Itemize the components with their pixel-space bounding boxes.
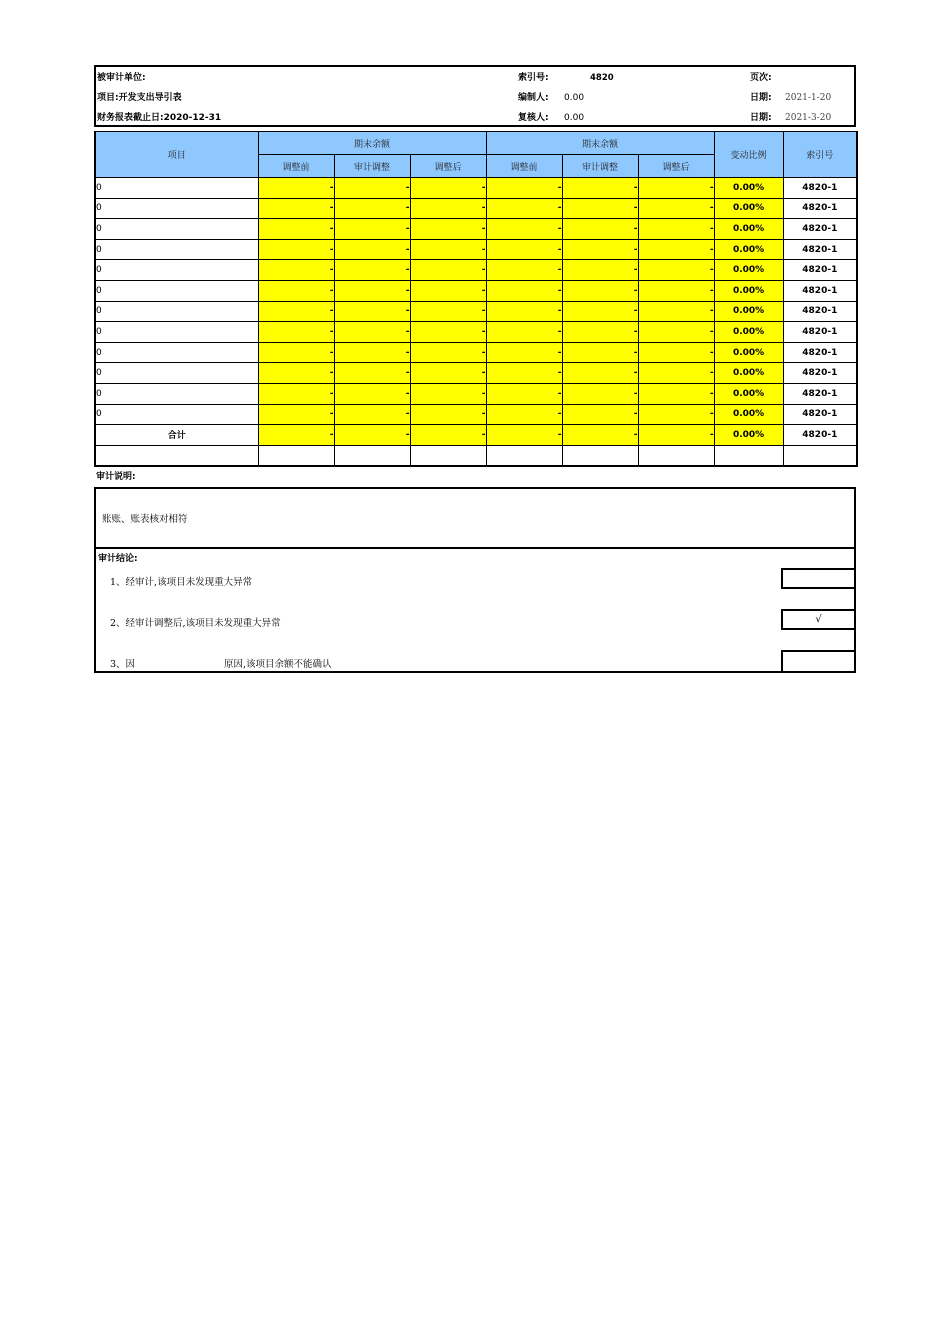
row-name: 0 (95, 363, 258, 384)
cell-after: - (638, 301, 714, 322)
cell-change: 0.00% (714, 363, 783, 384)
cell-index: 4820-1 (783, 404, 857, 425)
row-name: 0 (95, 198, 258, 219)
table-row (95, 219, 857, 240)
cell-audit: - (334, 363, 410, 384)
empty-cell (258, 445, 334, 466)
date2-value: 2021-3-20 (785, 113, 832, 123)
conclusion-checkbox-3[interactable] (781, 650, 856, 671)
total-before: - (486, 425, 562, 446)
balance-table (94, 131, 858, 467)
empty-cell (410, 445, 486, 466)
empty-cell (783, 445, 857, 466)
empty-cell (334, 445, 410, 466)
cell-audit: - (562, 363, 638, 384)
cell-after: - (410, 198, 486, 219)
conclusion-item-2: 2、经审计调整后,该项目未发现重大异常 (110, 617, 281, 629)
cell-change: 0.00% (714, 301, 783, 322)
cell-index: 4820-1 (783, 322, 857, 343)
cell-change: 0.00% (714, 322, 783, 343)
cell-index: 4820-1 (783, 280, 857, 301)
cell-before: - (258, 404, 334, 425)
col-change-header: 变动比例 (714, 132, 783, 178)
cell-before: - (486, 219, 562, 240)
cell-after: - (638, 404, 714, 425)
cell-after: - (410, 404, 486, 425)
cell-audit: - (562, 219, 638, 240)
empty-cell (486, 445, 562, 466)
cell-index: 4820-1 (783, 198, 857, 219)
cell-after: - (410, 363, 486, 384)
cell-change: 0.00% (714, 198, 783, 219)
cell-audit: - (334, 239, 410, 260)
table-row (95, 280, 857, 301)
cell-before: - (486, 198, 562, 219)
cell-change: 0.00% (714, 404, 783, 425)
empty-cell (562, 445, 638, 466)
cell-after: - (638, 280, 714, 301)
audit-note-box: 账账、账表核对相符 (94, 487, 856, 549)
cell-index: 4820-1 (783, 239, 857, 260)
cell-audit: - (562, 322, 638, 343)
cell-audit: - (334, 342, 410, 363)
cell-audit: - (334, 280, 410, 301)
cell-after: - (638, 260, 714, 281)
row-name: 0 (95, 342, 258, 363)
cell-change: 0.00% (714, 383, 783, 404)
date1-label: 日期: (750, 93, 772, 103)
row-name: 0 (95, 219, 258, 240)
cell-before: - (258, 178, 334, 199)
cell-index: 4820-1 (783, 342, 857, 363)
cell-audit: - (562, 239, 638, 260)
table-row (95, 363, 857, 384)
col-item-header: 项目 (95, 132, 258, 178)
cell-after: - (410, 342, 486, 363)
table-row (95, 342, 857, 363)
cell-after: - (410, 280, 486, 301)
empty-row (95, 445, 857, 466)
table-row (95, 301, 857, 322)
header-block (94, 65, 856, 127)
period-end: 财务报表截止日:2020-12-31 (97, 113, 222, 123)
preparer-value: 0.00 (564, 93, 585, 103)
cell-audit: - (562, 260, 638, 281)
cell-after: - (410, 322, 486, 343)
cell-audit: - (334, 404, 410, 425)
cell-after: - (410, 260, 486, 281)
cell-after: - (410, 239, 486, 260)
cell-change: 0.00% (714, 219, 783, 240)
cell-after: - (638, 383, 714, 404)
cell-before: - (486, 178, 562, 199)
conclusion-item-3-prefix: 3、因 (110, 658, 136, 670)
cell-before: - (258, 383, 334, 404)
cell-audit: - (334, 198, 410, 219)
row-name: 0 (95, 260, 258, 281)
row-name: 0 (95, 404, 258, 425)
cell-before: - (258, 280, 334, 301)
sub-audit-header: 审计调整 (334, 155, 410, 178)
cell-change: 0.00% (714, 280, 783, 301)
cell-audit: - (334, 260, 410, 281)
project-title: 项目:开发支出导引表 (97, 93, 182, 103)
cell-before: - (258, 260, 334, 281)
total-before: - (258, 425, 334, 446)
cell-before: - (258, 342, 334, 363)
conclusion-item-1: 1、经审计,该项目未发现重大异常 (110, 576, 253, 588)
sub-audit-header: 审计调整 (562, 155, 638, 178)
page-label: 页次: (750, 73, 772, 83)
reviewer-label: 复核人: (518, 113, 549, 123)
table-row (95, 322, 857, 343)
conclusion-checkbox-2[interactable]: √ (781, 609, 856, 630)
row-name: 0 (95, 239, 258, 260)
empty-cell (638, 445, 714, 466)
cell-after: - (410, 301, 486, 322)
conclusion-checkbox-1[interactable] (781, 568, 856, 589)
total-after: - (638, 425, 714, 446)
reviewer-value: 0.00 (564, 113, 585, 123)
cell-before: - (258, 322, 334, 343)
cell-after: - (410, 178, 486, 199)
index-label: 索引号: (518, 73, 549, 83)
table-body (95, 178, 857, 466)
cell-before: - (486, 322, 562, 343)
cell-audit: - (562, 383, 638, 404)
cell-before: - (486, 404, 562, 425)
header-line-1 (96, 68, 854, 88)
table-row (95, 260, 857, 281)
total-audit: - (562, 425, 638, 446)
sub-before-header: 调整前 (486, 155, 562, 178)
total-row (95, 425, 857, 446)
cell-audit: - (562, 178, 638, 199)
cell-before: - (258, 198, 334, 219)
table-row (95, 198, 857, 219)
table-row (95, 404, 857, 425)
row-name: 0 (95, 280, 258, 301)
cell-audit: - (562, 280, 638, 301)
row-name: 0 (95, 383, 258, 404)
cell-index: 4820-1 (783, 383, 857, 404)
cell-change: 0.00% (714, 260, 783, 281)
cell-change: 0.00% (714, 178, 783, 199)
row-name: 0 (95, 178, 258, 199)
group2-header: 期末余额 (486, 132, 714, 155)
total-change: 0.00% (714, 425, 783, 446)
row-name: 0 (95, 301, 258, 322)
cell-after: - (410, 383, 486, 404)
audit-note-title: 审计说明: (96, 471, 136, 482)
conclusion-title: 审计结论: (98, 553, 138, 564)
cell-after: - (638, 239, 714, 260)
cell-index: 4820-1 (783, 219, 857, 240)
conclusion-item-3-suffix: 原因,该项目余额不能确认 (224, 658, 332, 670)
cell-audit: - (334, 301, 410, 322)
empty-cell (714, 445, 783, 466)
cell-after: - (410, 219, 486, 240)
date1-value: 2021-1-20 (785, 93, 832, 103)
cell-before: - (258, 301, 334, 322)
sub-after-header: 调整后 (410, 155, 486, 178)
cell-after: - (638, 342, 714, 363)
date2-label: 日期: (750, 113, 772, 123)
cell-index: 4820-1 (783, 301, 857, 322)
header-line-3 (96, 108, 854, 128)
cell-before: - (486, 260, 562, 281)
index-value: 4820 (590, 73, 614, 83)
group1-header: 期末余额 (258, 132, 486, 155)
cell-audit: - (562, 342, 638, 363)
table-row (95, 383, 857, 404)
cell-index: 4820-1 (783, 363, 857, 384)
total-audit: - (334, 425, 410, 446)
total-after: - (410, 425, 486, 446)
cell-audit: - (562, 301, 638, 322)
cell-after: - (638, 178, 714, 199)
col-index-header: 索引号 (783, 132, 857, 178)
cell-change: 0.00% (714, 239, 783, 260)
cell-before: - (486, 280, 562, 301)
cell-before: - (258, 219, 334, 240)
cell-after: - (638, 363, 714, 384)
total-label: 合计 (95, 425, 258, 446)
table-row (95, 178, 857, 199)
cell-after: - (638, 198, 714, 219)
cell-audit: - (334, 322, 410, 343)
cell-audit: - (334, 178, 410, 199)
cell-audit: - (334, 219, 410, 240)
sub-before-header: 调整前 (258, 155, 334, 178)
cell-audit: - (562, 404, 638, 425)
cell-index: 4820-1 (783, 260, 857, 281)
audited-unit-label: 被审计单位: (97, 73, 146, 83)
cell-after: - (638, 219, 714, 240)
cell-before: - (258, 239, 334, 260)
cell-before: - (486, 301, 562, 322)
cell-audit: - (334, 383, 410, 404)
conclusion-block (94, 549, 856, 673)
header-line-2 (96, 88, 854, 108)
cell-before: - (486, 363, 562, 384)
cell-audit: - (562, 198, 638, 219)
empty-cell (95, 445, 258, 466)
cell-before: - (486, 383, 562, 404)
cell-change: 0.00% (714, 342, 783, 363)
sub-after-header: 调整后 (638, 155, 714, 178)
cell-index: 4820-1 (783, 178, 857, 199)
total-index: 4820-1 (783, 425, 857, 446)
cell-after: - (638, 322, 714, 343)
table-row (95, 239, 857, 260)
row-name: 0 (95, 322, 258, 343)
workpaper-sheet (94, 65, 856, 673)
cell-before: - (258, 363, 334, 384)
cell-before: - (486, 239, 562, 260)
cell-before: - (486, 342, 562, 363)
preparer-label: 编制人: (518, 93, 549, 103)
